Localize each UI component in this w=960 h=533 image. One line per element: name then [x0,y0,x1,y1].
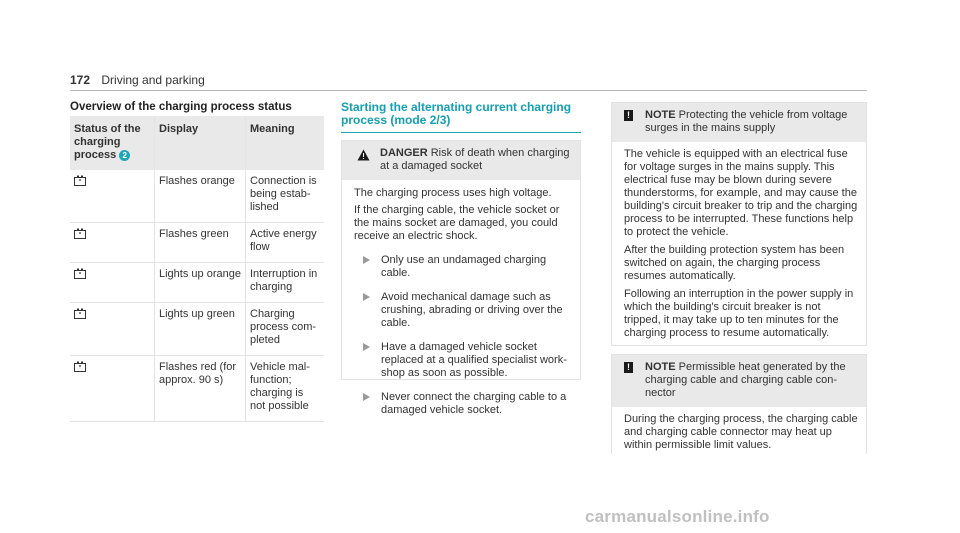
bullet-text: Only use an undamaged charging cable. [381,254,547,279]
note-para: Following an interruption in the power supply in which the building's circuit breaker is not tripped, it may take up to ten minutes for the charging process to resume automatically. [624,288,854,339]
display-cell: Flashes orange [155,170,246,223]
bullet-text: Never connect the charging cable to a damaged vehicle socket. [381,391,567,416]
starting-title: Starting the alternating current charging process (mode 2/3) [341,100,572,127]
charging-status-icon [74,361,86,372]
status-table [70,116,324,422]
page-number: 172 [70,73,91,87]
note-title: Protecting the vehicle from voltage surges in the mains supply [645,109,848,134]
display-cell: Flashes red (for approx. 90 s) [155,356,246,422]
danger-para: If the charging cable, the vehicle socket or the mains socket are damaged, you could receive an electric shock. [354,204,560,242]
status-cell [70,303,155,356]
title-rule [341,132,581,133]
list-item [354,291,572,330]
note-header [612,103,866,142]
meaning-cell: Active energy flow [246,223,325,263]
meaning-cell: Vehicle malfunction; charging is not possible [246,356,325,422]
danger-label: DANGER [380,147,428,159]
watermark: carmanualsonline.info [585,507,770,526]
callout-badge: 2 [119,150,130,161]
danger-text: Risk of death when charging at a damaged socket [380,147,570,172]
note-title: Permissible heat generated by the charging cable and charging cable connector [645,361,846,399]
header-divider [70,90,867,91]
meaning-cell: Interruption in charging [246,263,325,303]
table-row [70,223,324,263]
note-para: During the charging process, the charging cable and charging cable connector may heat up within permissible limit values. [624,413,858,451]
charging-status-icon [74,308,86,319]
note-box-voltage [611,102,867,346]
overview-title: Overview of the charging process status [70,101,292,113]
danger-para: The charging process uses high voltage. [354,187,552,199]
note-header [612,355,866,407]
meaning-cell: Connection is being established [246,170,325,223]
note-body [612,142,866,340]
meaning-cell: Charging process completed [246,303,325,356]
bullet-arrow-icon [363,256,370,264]
bullet-arrow-icon [363,293,370,301]
status-cell [70,223,155,263]
note-label: NOTE [645,361,676,373]
bullet-text: Avoid mechanical damage such as crushing, abrading or driving over the cable. [381,291,563,329]
status-cell [70,356,155,422]
display-cell: Lights up green [155,303,246,356]
table-row [70,303,324,356]
page-header [70,73,205,87]
danger-body [342,180,580,417]
note-label: NOTE [645,109,676,121]
exclamation-icon: ! [624,110,633,121]
status-cell [70,170,155,223]
bullet-arrow-icon [363,393,370,401]
header-display: Display [155,116,246,170]
list-item [354,254,572,280]
bullet-text: Have a damaged vehicle socket replaced at a qualified specialist workshop as soon as possible. [381,341,567,379]
charging-status-icon [74,268,86,279]
table-row [70,170,324,223]
charging-status-icon [74,228,86,239]
danger-box [341,140,581,416]
display-cell: Lights up orange [155,263,246,303]
note-box-heat [611,354,867,454]
table-row [70,263,324,303]
status-cell [70,263,155,303]
note-para: The vehicle is equipped with an electrical fuse for voltage surges in the mains supply. This electrical fuse may be blown during severe thunderstorms, for example, and may cause the building's circuit breaker to trip and the charging process to be interrupted. These functions help to protect the vehicle. [624,148,858,238]
warning-triangle-icon [357,149,370,161]
header-meaning: Meaning [246,116,325,170]
list-item [354,341,572,380]
header-status [70,116,155,170]
note-body [612,407,866,452]
note-para: After the building protection system has been switched on again, the charging process resumes automatically. [624,244,845,282]
bullet-arrow-icon [363,343,370,351]
section-title: Driving and parking [101,73,205,87]
list-item [354,391,572,417]
table-row [70,356,324,422]
header-status-text: Status of the charging process [74,123,141,161]
display-cell: Flashes green [155,223,246,263]
charging-status-icon [74,175,86,186]
table-header-row [70,116,324,170]
danger-header [342,141,580,180]
exclamation-icon: ! [624,362,633,373]
